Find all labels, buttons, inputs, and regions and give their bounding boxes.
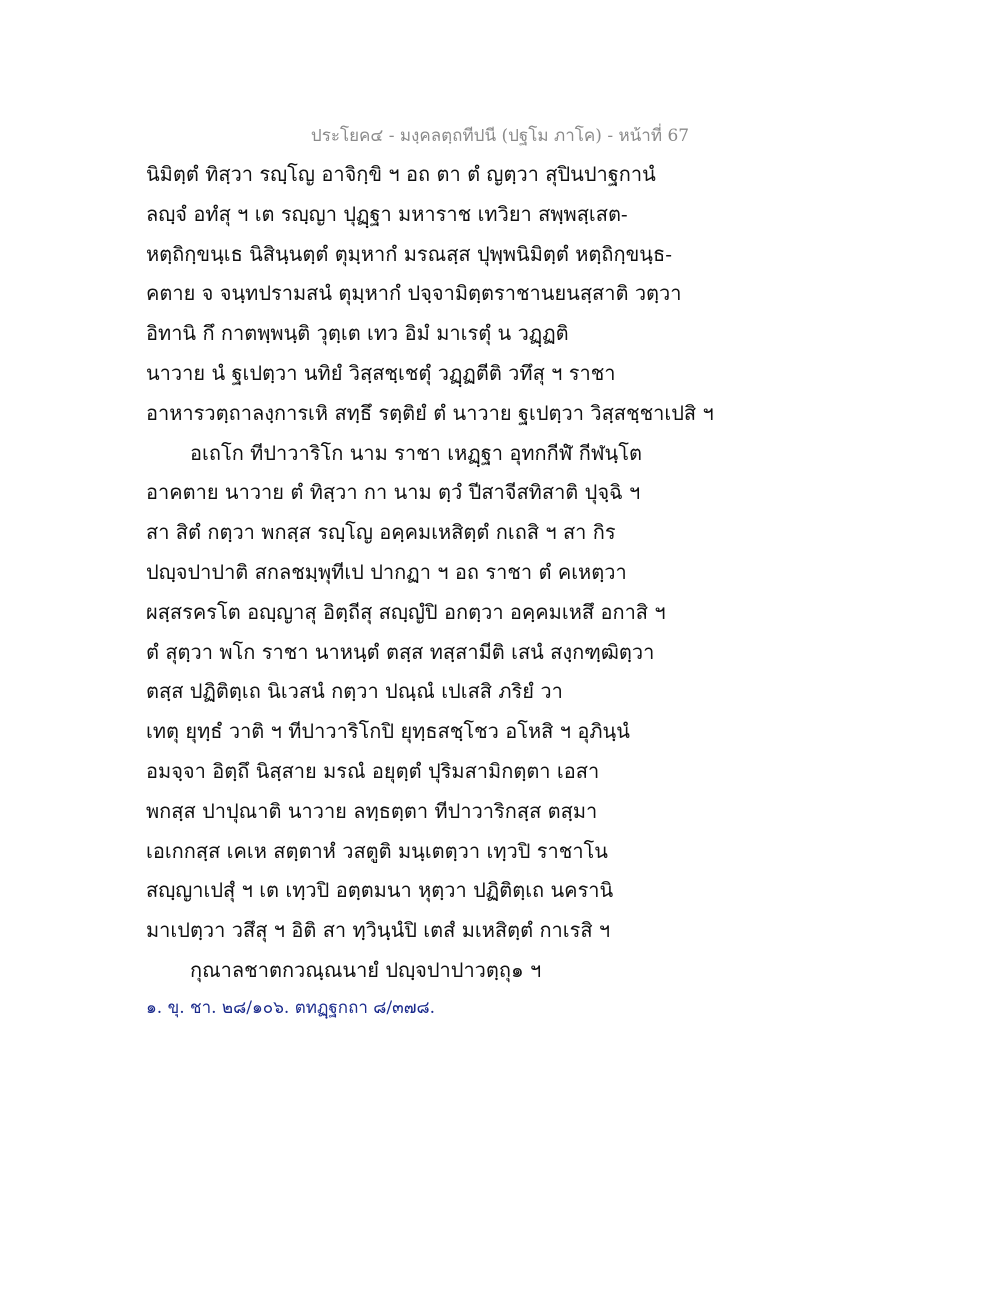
text-line: สญฺญาเปสุํ ฯ เต เทฺวปิ อตฺตมนา หุตฺวา ปฏิติตฺเถ นครานิ [146, 878, 614, 903]
text-line: ตํ สุตฺวา พโก ราชา นาหนฺตํ ตสฺส ทสฺสามีติ เสนํ สงฺกฑฺฒิตฺวา [146, 639, 655, 664]
text-line: สา สิตํ กตฺวา พกสฺส รญฺโญ อคฺคมเหสิตฺตํ กเถสิ ฯ สา กิร [146, 520, 616, 545]
text-line: ตสฺส ปฏิติตฺเถ นิเวสนํ กตฺวา ปณฺณํ เปเสสิ ภริยํ วา [146, 679, 563, 704]
text-line: ผสฺสรครโต อญฺญาสุ อิตฺถีสุ สญฺญํปิ อกตฺวา อคฺคมเหสึ อกาสิ ฯ [146, 599, 666, 624]
text-line: เอเกกสฺส เคเห สตฺตาหํ วสตูติ มนฺเตตฺวา เทฺวปิ ราชาโน [146, 838, 608, 863]
text-line: ลญฺจํ อทํสุ ฯ เต รญฺญา ปุฏฺฐา มหาราช เทวิยา สพฺพสฺเสต- [146, 201, 628, 226]
text-line: เทตุ ยุทฺธํ วาติ ฯ ทีปาวาริโกปิ ยุทฺธสชฺโชว อโหสิ ฯ อุภินฺนํ [146, 719, 630, 744]
text-line: อมจฺจา อิตฺถึ นิสฺสาย มรณํ อยุตฺตํ ปุริมสามิกตฺตา เอสา [146, 758, 600, 783]
text-line: นิมิตฺตํ ทิสฺวา รญฺโญ อาจิกฺขิ ฯ อถ ตา ตํ ญตฺวา สุปินปาฐกานํ [146, 162, 656, 186]
footnote: ๑. ขุ. ชา. ๒๘/๑๐๖. ตทฏฺฐกถา ๘/๓๗๘. [146, 998, 436, 1018]
page-header: ประโยค๔ - มงฺคลตฺถทีปนี (ปฐโม ภาโค) - หน้าที่ 67 [310, 126, 690, 146]
text-line: นาวาย นํ ฐเปตฺวา นทิยํ วิสฺสชฺเชตุํ วฏฺฏตีติ วทึสุ ฯ ราชา [146, 360, 616, 385]
paragraph-start-line: อเถโก ทีปาวาริโก นาม ราชา เหฏฺฐา อุทกกีฬํ กีฬนฺโต [190, 440, 642, 465]
text-line: มาเปตฺวา วสึสุ ฯ อิติ สา ทฺวินฺนํปิ เตสํ มเหสิตฺตํ กาเรสิ ฯ [146, 918, 611, 943]
text-line: อาหารวตฺถาลงฺการเหิ สทฺธึ รตฺติยํ ตํ นาวาย ฐเปตฺวา วิสฺสชฺชาเปสิ ฯ [146, 400, 714, 425]
text-line: พกสฺส ปาปุณาติ นาวาย ลทฺธตฺตา ทีปาวาริกสฺส ตสฺมา [146, 798, 598, 823]
text-line: คตาย จ จนฺทปรามสนํ ตุมฺหากํ ปจฺจามิตฺตราชานยนสฺสาติ วตฺวา [146, 281, 682, 306]
text-line: ปญฺจปาปาติ สกลชมฺพุทีเป ปากฏา ฯ อถ ราชา ตํ คเหตฺวา [146, 559, 627, 584]
body-text [146, 155, 866, 991]
text-line: หตฺถิกฺขนฺเธ นิสินฺนตฺตํ ตุมฺหากํ มรณสฺส ปุพฺพนิมิตฺตํ หตฺถิกฺขนฺธ- [146, 241, 672, 266]
story-title-line: กุณาลชาตกวณฺณนายํ ปญฺจปาปาวตฺถุ๑ ฯ [190, 957, 542, 982]
text-line: อิทานิ กึ กาตพฺพนฺติ วุตฺเต เทว อิมํ มาเรตุํ น วฏฺฏติ [146, 321, 569, 346]
text-line: อาคตาย นาวาย ตํ ทิสฺวา กา นาม ตฺวํ ปีสาจีสทิสาติ ปุจฺฉิ ฯ [146, 480, 641, 505]
